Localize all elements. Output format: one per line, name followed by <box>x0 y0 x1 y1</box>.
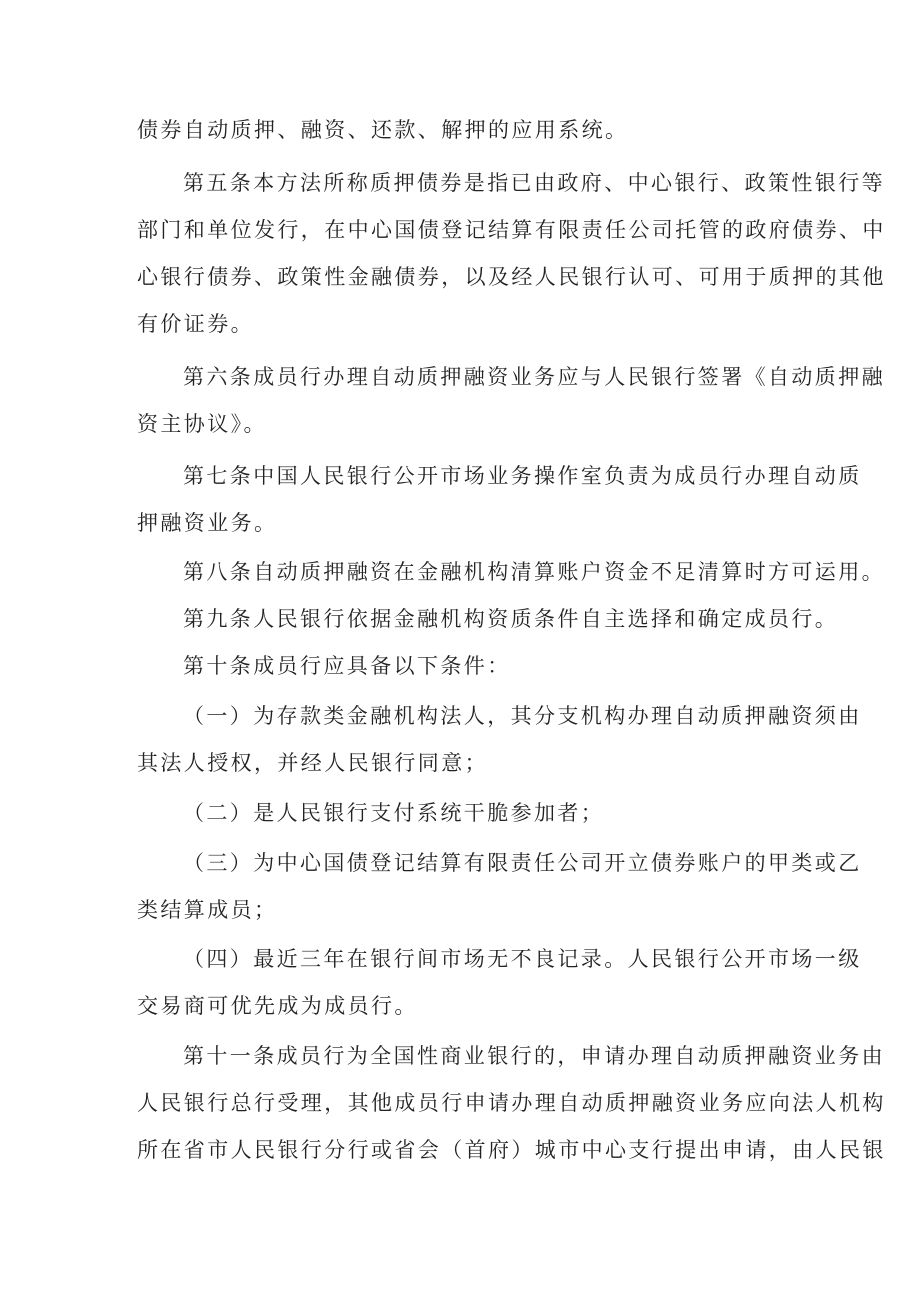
paragraph-line: 所在省市人民银行分行或省会（首府）城市中心支行提出申请，由人民银 <box>137 1138 886 1162</box>
paragraph-line: 人民银行总行受理，其他成员行申请办理自动质押融资业务应向法人机构 <box>137 1091 886 1115</box>
paragraph-line: 第十条成员行应具备以下条件： <box>183 654 511 678</box>
paragraph-line: 第八条自动质押融资在金融机构清算账户资金不足清算时方可运用。 <box>183 560 885 584</box>
paragraph-line: （一）为存款类金融机构法人，其分支机构办理自动质押融资须由 <box>183 704 862 728</box>
paragraph-line: 心银行债券、政策性金融债券，以及经人民银行认可、可用于质押的其他 <box>137 265 886 289</box>
paragraph-line: （四）最近三年在银行间市场无不良记录。人民银行公开市场一级 <box>183 947 862 971</box>
paragraph-line: 第九条人民银行依据金融机构资质条件自主选择和确定成员行。 <box>183 607 839 631</box>
paragraph-line: 交易商可优先成为成员行。 <box>137 994 418 1018</box>
paragraph-line: 第七条中国人民银行公开市场业务操作室负责为成员行办理自动质 <box>183 464 862 488</box>
paragraph-line: 第六条成员行办理自动质押融资业务应与人民银行签署《自动质押融 <box>183 365 885 389</box>
paragraph-line: 第五条本方法所称质押债券是指已由政府、中心银行、政策性银行等 <box>183 171 885 195</box>
paragraph-line: 第十一条成员行为全国性商业银行的，申请办理自动质押融资业务由 <box>183 1044 885 1068</box>
paragraph-line: 部门和单位发行，在中心国债登记结算有限责任公司托管的政府债券、中 <box>137 218 886 242</box>
paragraph-line: 押融资业务。 <box>137 511 278 535</box>
paragraph-line: 债券自动质押、融资、还款、解押的应用系统。 <box>137 118 629 142</box>
paragraph-line: 类结算成员； <box>137 898 278 922</box>
paragraph-line: 资主协议》。 <box>137 412 267 436</box>
paragraph-line: （三）为中心国债登记结算有限责任公司开立债券账户的甲类或乙 <box>183 851 862 875</box>
paragraph-line: 其法人授权，并经人民银行同意； <box>137 751 488 775</box>
paragraph-line: （二）是人民银行支付系统干脆参加者； <box>183 801 605 825</box>
paragraph-line: 有价证券。 <box>137 312 254 336</box>
